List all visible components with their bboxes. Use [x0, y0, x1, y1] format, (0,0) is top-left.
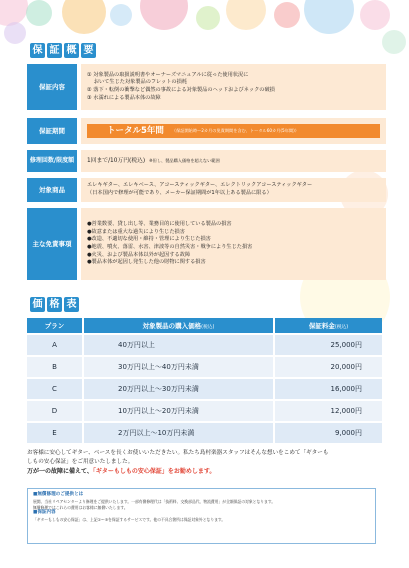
plan-cell: C — [27, 378, 83, 400]
title-char: 保 — [30, 43, 45, 58]
notice-box — [27, 488, 376, 544]
row-products — [27, 178, 386, 202]
plan-cell: B — [27, 356, 83, 378]
plan-header: プラン — [27, 318, 83, 334]
price-table — [27, 318, 382, 443]
limit-note: ※但し、製品購入価格を超えない範囲 — [149, 157, 220, 163]
notice-text: 展開、当社リペアセンターより修理をご提供いたします。一部有償修理代は「技術料、交換部品代、物流費用」が全額保証の対象となります。 — [33, 498, 276, 504]
coverage-body — [81, 64, 386, 110]
limit-body — [81, 150, 386, 172]
row-coverage — [27, 64, 386, 110]
range-cell: 2万円以上〜10万円未満 — [83, 422, 274, 443]
table-row — [27, 422, 382, 443]
period-body — [81, 118, 386, 144]
coverage-line: ③ 水濡れによる製品本体の故障 — [87, 94, 161, 101]
notice-heading: ■無償修理のご提供とは — [33, 492, 84, 497]
products-body — [81, 178, 386, 202]
fee-cell: 12,000円 — [274, 400, 382, 422]
notice-heading: ■保証内容 — [33, 510, 56, 516]
title-char: 要 — [81, 43, 96, 58]
total-period: トータル5年間 — [107, 125, 164, 136]
exclusion-item: ●地震、噴火、落雷、水害、津波等の自然災害・戦争により生じた損害 — [87, 244, 253, 250]
coverage-line: ② 落下・転倒の衝撃など偶然の事故による対象製品のヘッドおよびネックの破損 — [87, 87, 275, 93]
closing-line: 万が一の故障に備えて、「ギターもしもの安心保証」をお勧めします。 — [27, 468, 216, 476]
exclusion-item: ●製品本体が起因し発生した他の財物に関する損害 — [87, 259, 206, 266]
plan-cell: D — [27, 400, 83, 422]
fee-header: 保証料金(税込) — [274, 318, 382, 334]
notice-text: 「ギターもしもの安心保証」は、上記①～③を保証するサービスです。他の不具合箇所は保証対象外となります。 — [33, 517, 226, 523]
exclusion-item: ●故意または重大な過失により生じた損害 — [87, 228, 185, 235]
row-exclusions — [27, 208, 386, 280]
fee-cell: 20,000円 — [274, 356, 382, 378]
table-row — [27, 378, 382, 400]
exclusion-item: ●営業数要、貸し出し等、業務目的に使用している製品の損害 — [87, 221, 232, 228]
range-header: 対象製品の購入価格(税込) — [83, 318, 274, 334]
range-cell: 40万円以上 — [83, 334, 274, 356]
fee-cell: 9,000円 — [274, 422, 382, 443]
plan-cell: A — [27, 334, 83, 356]
title-char: 概 — [64, 43, 79, 58]
plan-cell: E — [27, 422, 83, 443]
products-line: （日本国内で修理が可能であり、メーカー保証期間が1年以上ある製品に限る） — [87, 190, 272, 196]
row-label: 対象商品 — [27, 178, 77, 202]
price-table-header — [27, 318, 382, 334]
total-period-bar — [87, 124, 380, 138]
total-period-note: （保証開始時～2カ月の免責期間を含む、トータル60カ月(5年間)） — [171, 127, 299, 133]
range-cell: 20万円以上〜30万円未満 — [83, 378, 274, 400]
title-char: 証 — [47, 43, 62, 58]
table-row — [27, 400, 382, 422]
coverage-line: ① 対象製品の取扱説明書やオーナーズマニュアルに従った使用状況に — [87, 71, 249, 78]
exclusion-item: ●火災、および製品本体以外が起因する故障 — [87, 251, 191, 258]
notice-text: 無償修理ではこれらの費用はお客様に無償いたします。 — [33, 504, 128, 510]
fee-cell: 16,000円 — [274, 378, 382, 400]
table-row — [27, 334, 382, 356]
row-label: 主な免責事項 — [27, 208, 77, 280]
row-label: 保証内容 — [27, 64, 77, 110]
products-line: エレキギター、エレキベース、アコースティックギター、エレクトリックアコースティックギター — [87, 182, 313, 189]
title-char: 価 — [30, 297, 45, 312]
price-section-title — [30, 297, 79, 312]
closing-line: お客様に安心してギター、ベースを長くお使いいただきたい。私たち島村楽器スタッフはそんな想いをこめて「ギターも — [27, 450, 329, 456]
recommendation-text: 「ギターもしもの安心保証」をお勧めします。 — [92, 468, 216, 476]
range-cell: 30万円以上〜40万円未満 — [83, 356, 274, 378]
range-cell: 10万円以上〜20万円未満 — [83, 400, 274, 422]
row-period — [27, 118, 386, 144]
closing-line: しもの安心保証」をご用意いたしました。 — [27, 459, 134, 466]
title-char: 表 — [64, 297, 79, 312]
overview-section-title — [30, 43, 96, 58]
row-label: 修理回数/限度額 — [27, 150, 77, 172]
fee-cell: 25,000円 — [274, 334, 382, 356]
coverage-line: おいて生じた対象製品のフレットの損耗 — [87, 79, 187, 86]
exclusions-body — [81, 208, 386, 280]
limit-text: 1回まで/10万円(税込) — [87, 157, 146, 164]
table-row — [27, 356, 382, 378]
row-label: 保証期間 — [27, 118, 77, 144]
exclusion-item: ●改造、不適切な使用・維持・管理により生じた損害 — [87, 236, 211, 243]
title-char: 格 — [47, 297, 62, 312]
closing-paragraph — [27, 449, 387, 477]
row-limit — [27, 150, 386, 172]
